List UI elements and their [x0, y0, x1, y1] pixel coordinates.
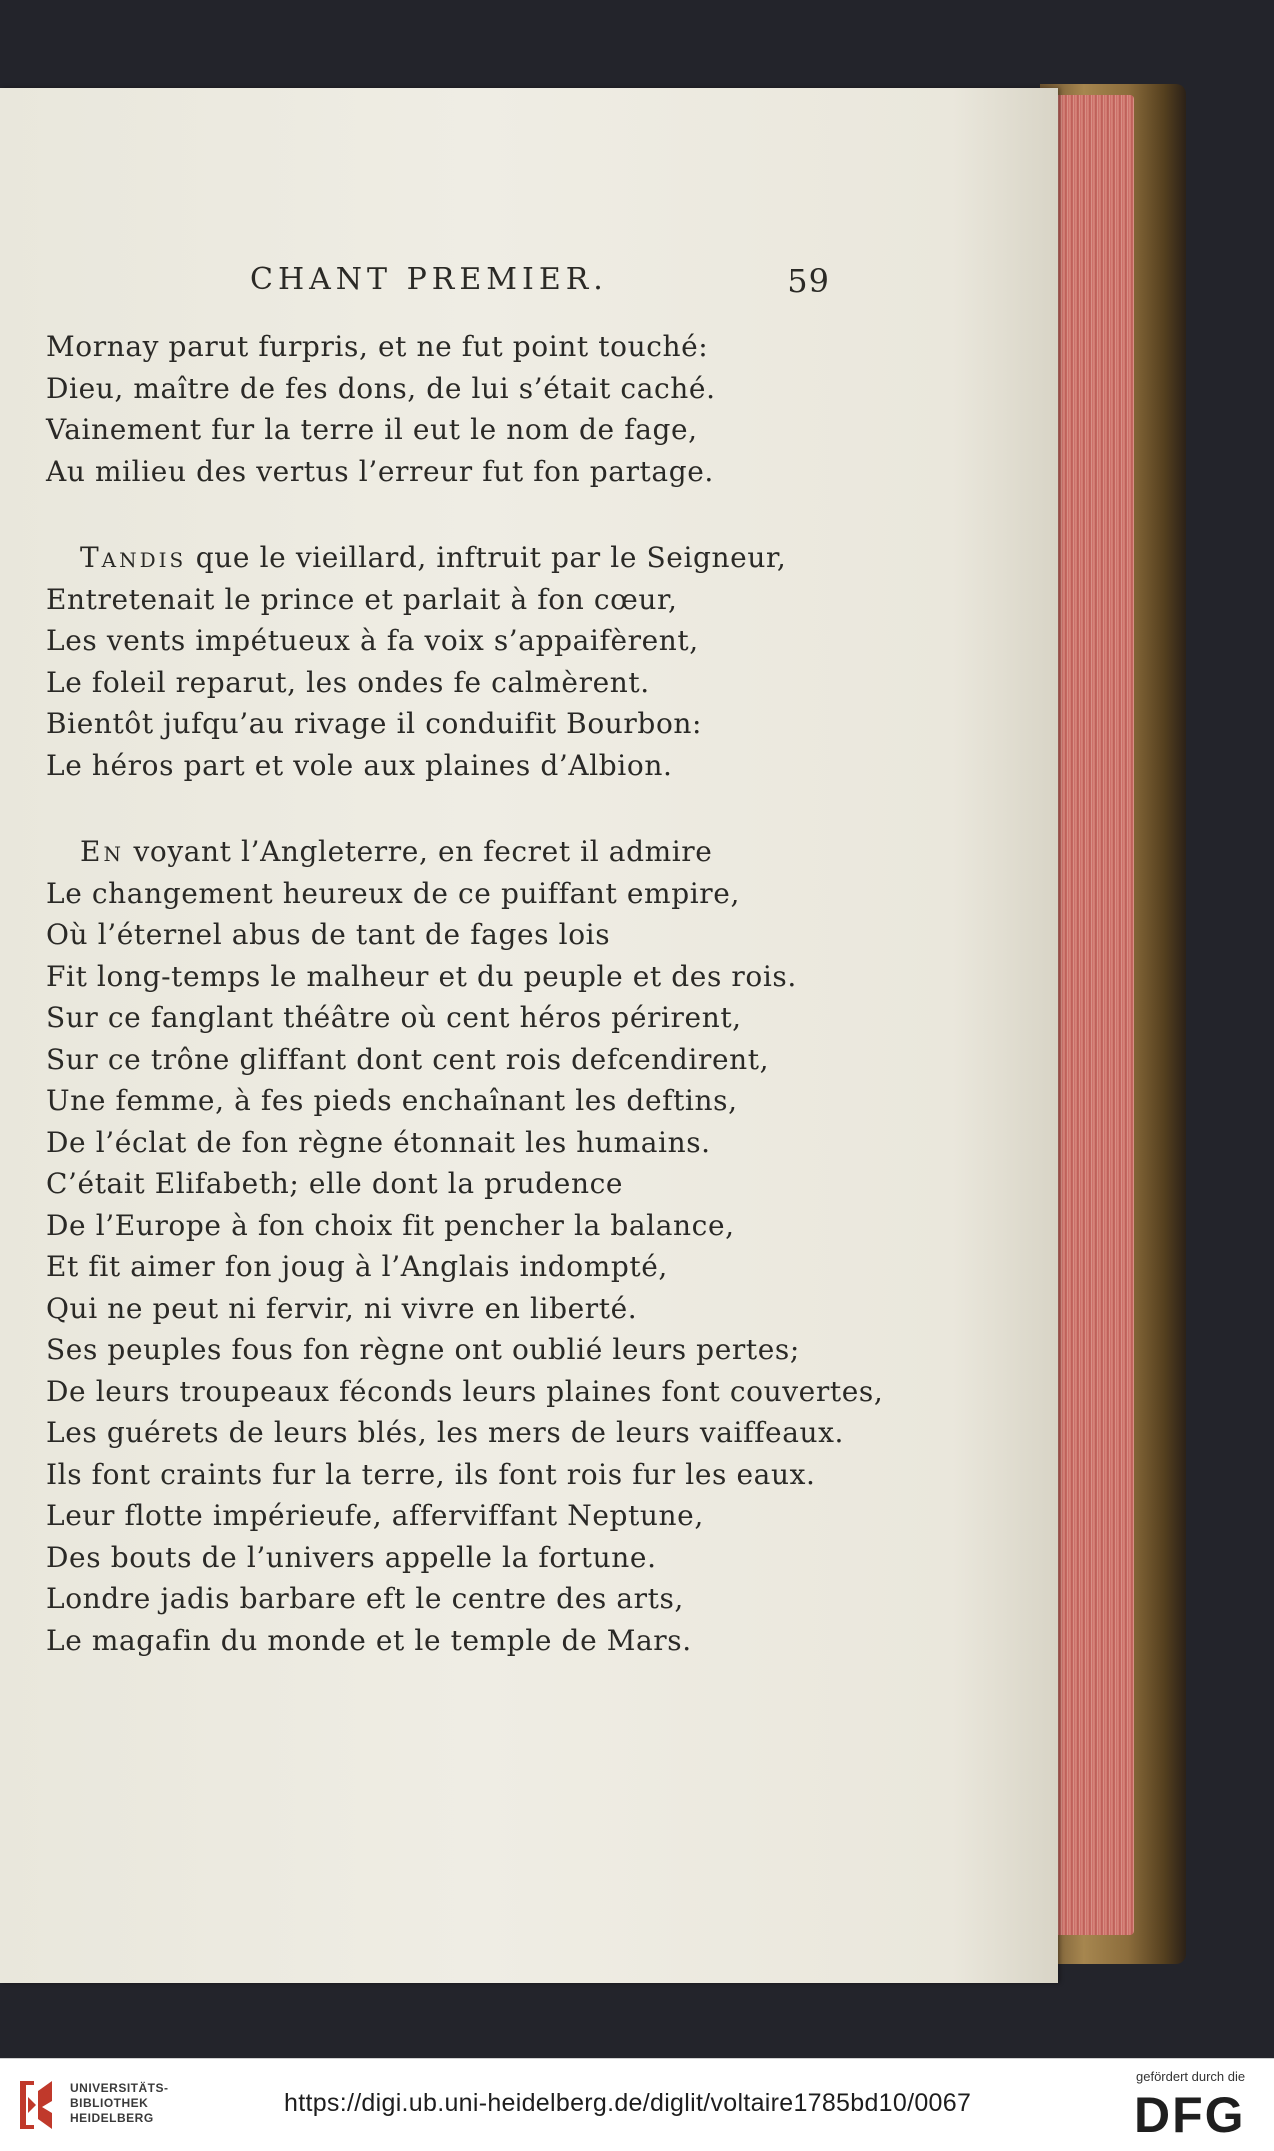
verse-line-rest: que le vieillard, inftruit par le Seigneur, — [186, 541, 787, 574]
verse-line: Des bouts de l’univers appelle la fortune. — [46, 1540, 657, 1574]
verse-line: Le héros part et vole aux plaines d’Albion. — [46, 748, 673, 782]
verse-line: Les guérets de leurs blés, les mers de leurs vaiffeaux. — [46, 1416, 845, 1449]
verse-line: Londre jadis barbare eft le centre des arts, — [46, 1582, 684, 1615]
verse-line — [46, 537, 846, 579]
verse-line: Et fit aimer fon joug à l’Anglais indompté, — [46, 1250, 668, 1283]
verse-line: Dieu, maître de fes dons, de lui s’était caché. — [46, 371, 716, 405]
verse-line: Sur ce fanglant théâtre où cent héros périrent, — [46, 1001, 742, 1034]
verse-line: Mornay parut furpris, et ne fut point touché: — [46, 330, 709, 363]
running-head — [250, 262, 830, 302]
verse-line: Bientôt jufqu’au rivage il conduifit Bourbon: — [46, 707, 703, 740]
verse-line: Où l’éternel abus de tant de fages lois — [46, 918, 611, 951]
verse-line: De leurs troupeaux féconds leurs plaines font couvertes, — [46, 1374, 884, 1408]
running-title: CHANT PREMIER. — [250, 262, 608, 297]
verse-line: Sur ce trône gliffant dont cent rois defcendirent, — [46, 1042, 770, 1076]
verse-line: Les vents impétueux à fa voix s’appaifèrent, — [46, 624, 699, 657]
library-name-line: UNIVERSITÄTS- — [70, 2081, 169, 2095]
verse-line: Vainement fur la terre il eut le nom de fage, — [46, 413, 698, 446]
verse-line: Leur flotte impérieufe, afferviffant Neptune, — [46, 1499, 704, 1532]
library-name[interactable] — [70, 2081, 169, 2126]
verse-text — [46, 326, 884, 1706]
verse-line: Le foleil reparut, les ondes fe calmèrent. — [46, 665, 650, 699]
stanza-3 — [46, 831, 884, 1661]
stanza-2 — [46, 537, 846, 786]
verse-line: Le changement heureux de ce puiffant empire, — [46, 876, 740, 910]
library-name-line: BIBLIOTHEK — [70, 2096, 149, 2110]
verse-line: Une femme, à fes pieds enchaînant les deftins, — [46, 1084, 738, 1117]
ub-heidelberg-logo-icon[interactable] — [12, 2077, 62, 2133]
permalink-url[interactable]: https://digi.ub.uni-heidelberg.de/diglit/voltaire1785bd10/0067 — [284, 2089, 972, 2117]
stanza-lead-word: Tandis — [80, 541, 187, 574]
dfg-logo[interactable]: DFG — [1134, 2087, 1246, 2143]
verse-line: De l’Europe à fon choix fit pencher la balance, — [46, 1208, 735, 1242]
verse-line: De l’éclat de fon règne étonnait les humains. — [46, 1125, 711, 1159]
viewer-footer — [0, 2058, 1274, 2151]
verse-line: Au milieu des vertus l’erreur fut fon partage. — [46, 454, 714, 488]
page-edges — [1050, 95, 1134, 1935]
verse-line: Qui ne peut ni fervir, ni vivre en liberté. — [46, 1291, 638, 1325]
funded-by-label: gefördert durch die — [1136, 2069, 1246, 2084]
verse-line: Ils font craints fur la terre, ils font rois fur les eaux. — [46, 1457, 816, 1491]
verse-line: Entretenait le prince et parlait à fon cœur, — [46, 582, 678, 616]
verse-line: Fit long-temps le malheur et du peuple et des rois. — [46, 959, 797, 993]
verse-line-rest: voyant l’Angleterre, en fecret il admire — [123, 835, 713, 868]
stanza-1 — [46, 326, 846, 492]
library-name-line: HEIDELBERG — [70, 2111, 154, 2125]
verse-line: C’était Elifabeth; elle dont la prudence — [46, 1167, 624, 1200]
verse-line: Ses peuples fous fon règne ont oublié leurs pertes; — [46, 1333, 800, 1366]
page-number: 59 — [787, 262, 830, 300]
verse-line: Le magafin du monde et le temple de Mars. — [46, 1623, 692, 1657]
stanza-lead-word: En — [80, 835, 124, 868]
verse-line — [46, 831, 846, 873]
